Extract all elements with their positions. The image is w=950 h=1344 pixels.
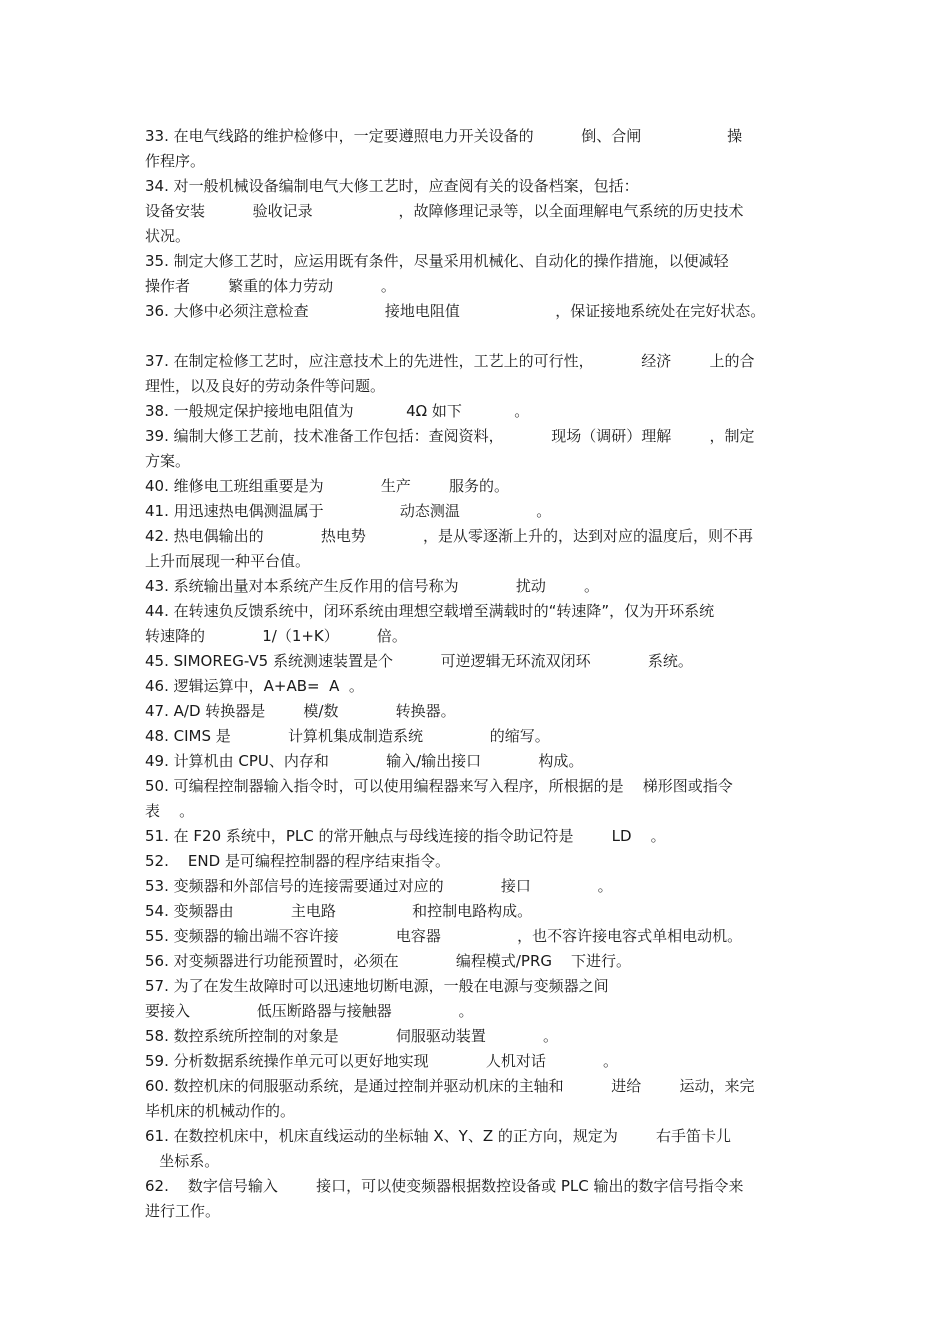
text-line: 58. 数控系统所控制的对象是 伺服驱动装置 。 xyxy=(145,1027,559,1045)
text-line: 50. 可编程控制器输入指令时，可以使用编程器来写入程序，所根据的是 梯形图或指令 xyxy=(145,777,733,795)
text-line: 37. 在制定检修工艺时，应注意技术上的先进性，工艺上的可行性， 经济 上的合 xyxy=(145,352,755,370)
text-line: 表 。 xyxy=(145,802,195,820)
text-line: 35. 制定大修工艺时，应运用既有条件，尽量采用机械化、自动化的操作措施，以便减轻 xyxy=(145,252,729,270)
text-line: 方案。 xyxy=(145,452,191,470)
text-line: 46. 逻辑运算中，A+AB= A 。 xyxy=(145,677,364,695)
blank-line xyxy=(145,324,825,349)
text-line: 57. 为了在发生故障时可以迅速地切断电源，一般在电源与变频器之间 xyxy=(145,977,609,995)
text-line: 45. SIMOREG-V5 系统测速装置是个 可逆逻辑无环流双闭环 系统。 xyxy=(145,652,693,670)
text-line: 59. 分析数据系统操作单元可以更好地实现 人机对话 。 xyxy=(145,1052,619,1070)
text-line: 42. 热电偶输出的 热电势 ，是从零逐渐上升的，达到对应的温度后，则不再 xyxy=(145,527,754,545)
text-line: 36. 大修中必须注意检查 接地电阻值 ，保证接地系统处在完好状态。 xyxy=(145,302,766,320)
text-line: 41. 用迅速热电偶测温属于 动态测温 。 xyxy=(145,502,552,520)
text-line: 38. 一般规定保护接地电阻值为 4Ω 如下 。 xyxy=(145,402,530,420)
text-line: 47. A/D 转换器是 模/数 转换器。 xyxy=(145,702,456,720)
text-line: 40. 维修电工班组重要是为 生产 服务的。 xyxy=(145,477,509,495)
text-line: 52. END 是可编程控制器的程序结束指令。 xyxy=(145,852,450,870)
text-line: 进行工作。 xyxy=(145,1202,221,1220)
text-line: 54. 变频器由 主电路 和控制电路构成。 xyxy=(145,902,533,920)
text-line: 62. 数字信号输入 接口，可以使变频器根据数控设备或 PLC 输出的数字信号指令来 xyxy=(145,1177,744,1195)
text-line: 坐标系。 xyxy=(145,1152,220,1170)
text-line: 44. 在转速负反馈系统中，闭环系统由理想空载增至满载时的“转速降”，仅为开环系统 xyxy=(145,602,715,620)
text-line: 51. 在 F20 系统中，PLC 的常开触点与母线连接的指令助记符是 LD 。 xyxy=(145,827,666,845)
text-line: 43. 系统输出量对本系统产生反作用的信号称为 扰动 。 xyxy=(145,577,599,595)
text-line: 毕机床的机械动作的。 xyxy=(145,1102,296,1120)
text-line: 要接入 低压断路器与接触器 。 xyxy=(145,1002,474,1020)
text-line: 状况。 xyxy=(145,227,191,245)
text-line: 34. 对一般机械设备编制电气大修工艺时，应查阅有关的设备档案，包括： xyxy=(145,177,639,195)
text-line: 操作者 繁重的体力劳动 。 xyxy=(145,277,396,295)
text-line: 49. 计算机由 CPU、内存和 输入/输出接口 构成。 xyxy=(145,752,584,770)
text-line: 61. 在数控机床中，机床直线运动的坐标轴 X、Y、Z 的正方向，规定为 右手笛卡儿 xyxy=(145,1127,732,1145)
text-line: 56. 对变频器进行功能预置时，必须在 编程模式/PRG 下进行。 xyxy=(145,952,632,970)
text-line: 作程序。 xyxy=(145,152,206,170)
text-line: 理性，以及良好的劳动条件等问题。 xyxy=(145,377,386,395)
text-line: 33. 在电气线路的维护检修中，一定要遵照电力开关设备的 倒、合闸 操 xyxy=(145,127,743,145)
text-line: 53. 变频器和外部信号的连接需要通过对应的 接口 。 xyxy=(145,877,613,895)
text-line: 转速降的 1/（1+K） 倍。 xyxy=(145,627,407,645)
text-line: 39. 编制大修工艺前，技术准备工作包括：查阅资料， 现场（调研）理解 ，制定 xyxy=(145,427,755,445)
text-line: 设备安装 验收记录 ，故障修理记录等，以全面理解电气系统的历史技术 xyxy=(145,202,744,220)
document-body xyxy=(145,124,825,1224)
text-line: 60. 数控机床的伺服驱动系统，是通过控制并驱动机床的主轴和 进给 运动，来完 xyxy=(145,1077,755,1095)
text-line: 上升而展现一种平台值。 xyxy=(145,552,311,570)
text-line: 55. 变频器的输出端不容许接 电容器 ，也不容许接电容式单相电动机。 xyxy=(145,927,743,945)
text-line: 48. CIMS 是 计算机集成制造系统 的缩写。 xyxy=(145,727,550,745)
